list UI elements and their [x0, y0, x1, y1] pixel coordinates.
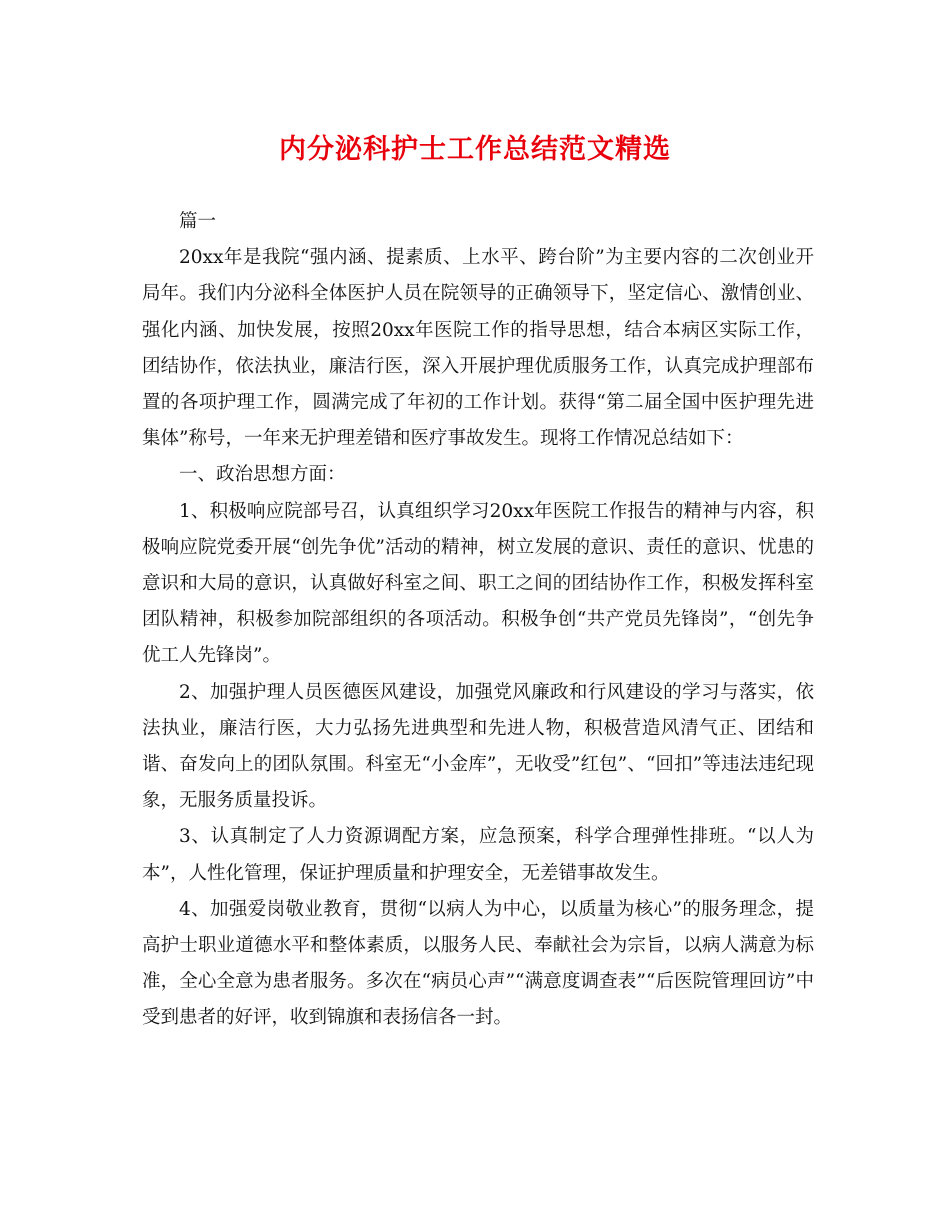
- document-title: 内分泌科护士工作总结范文精选: [279, 134, 671, 165]
- document-body: [142, 204, 814, 1037]
- paragraph-item-2: 2、加强护理人员医德医风建设，加强党风廉政和行风建设的学习与落实，依法执业，廉洁行医，大力弘扬先进典型和先进人物，积极营造风清气正、团结和谐、奋发向上的团队氛围。科室无“小金库”，无收受”红包”、“回扣”等违法违纪现象，无服务质量投诉。: [142, 681, 814, 812]
- paragraph-item-1: 1、积极响应院部号召，认真组织学习20xx年医院工作报告的精神与内容，积极响应院党委开展“创先争优”活动的精神，树立发展的意识、责任的意识、忧患的意识和大局的意识，认真做好科室之间、职工之间的团结协作工作，积极发挥科室团队精神，积极参加院部组织的各项活动。积极争创“共产党员先锋岗”，“创先争优工人先锋岗”。: [142, 500, 814, 667]
- paragraph-intro: 20xx年是我院“强内涵、提素质、上水平、跨台阶”为主要内容的二次创业开局年。我们内分泌科全体医护人员在院领导的正确领导下，坚定信心、激情创业、强化内涵、加快发展，按照20xx年医院工作的指导思想，结合本病区实际工作，团结协作，依法执业，廉洁行医，深入开展护理优质服务工作，认真完成护理部布置的各项护理工作，圆满完成了年初的工作计划。获得“第二届全国中医护理先进集体”称号，一年来无护理差错和医疗事故发生。现将工作情况总结如下：: [142, 247, 814, 450]
- paragraph-section-label: 篇一: [179, 211, 217, 232]
- paragraph-item-4: 4、加强爱岗敬业教育，贯彻“以病人为中心，以质量为核心”的服务理念，提高护士职业道德水平和整体素质，以服务人民、奉献社会为宗旨，以病人满意为标准，全心全意为患者服务。多次在“病员心声”“满意度调查表”“后医院管理回访”中受到患者的好评，收到锦旗和表扬信各一封。: [142, 898, 814, 1029]
- paragraph-item-3: 3、认真制定了人力资源调配方案，应急预案，科学合理弹性排班。“以人为本”，人性化管理，保证护理质量和护理安全，无差错事故发生。: [142, 826, 814, 884]
- paragraph-heading-politics: 一、政治思想方面：: [179, 464, 346, 486]
